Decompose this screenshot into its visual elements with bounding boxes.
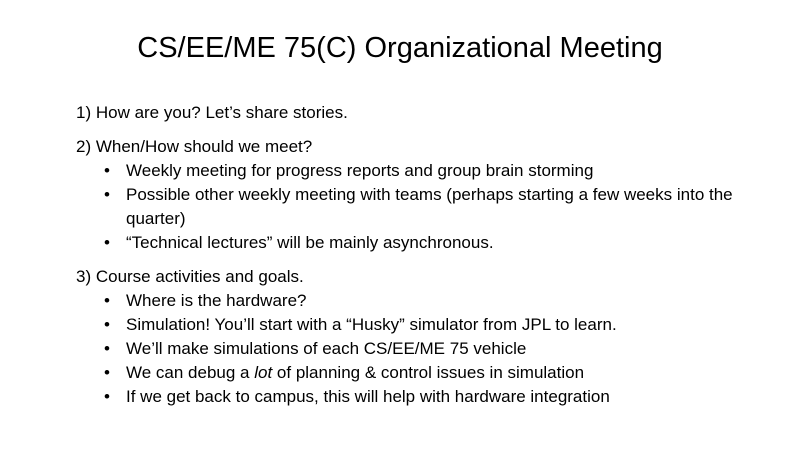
bullet-text: If we get back to campus, this will help with hardware integration (126, 387, 610, 406)
bullet-text: We’ll make simulations of each CS/EE/ME 75 vehicle (126, 339, 527, 358)
bullet-list (76, 159, 766, 255)
bullet-item (104, 289, 766, 313)
bullet-dot-icon: • (104, 315, 110, 334)
bullet-dot-icon: • (104, 233, 110, 252)
bullet-dot-icon: • (104, 185, 110, 204)
bullet-dot-icon: • (104, 363, 110, 382)
bullet-item (104, 183, 766, 231)
bullet-text: Where is the hardware? (126, 291, 307, 310)
section-2 (76, 135, 766, 255)
slide-title: CS/EE/ME 75(C) Organizational Meeting (137, 32, 663, 64)
bullet-text: “Technical lectures” will be mainly asynchronous. (126, 233, 494, 252)
bullet-item (104, 231, 766, 255)
bullet-text (126, 363, 584, 382)
section-3 (76, 265, 766, 409)
bullet-dot-icon: • (104, 161, 110, 180)
section-1 (76, 101, 766, 125)
bullet-text: Possible other weekly meeting with teams (perhaps starting a few weeks into the quarter) (126, 185, 733, 228)
bullet-dot-icon: • (104, 387, 110, 406)
bullet-text-after: of planning & control issues in simulation (272, 363, 585, 382)
bullet-text: Weekly meeting for progress reports and group brain storming (126, 161, 594, 180)
bullet-text-before: We can debug a (126, 363, 255, 382)
slide-body (76, 101, 766, 409)
bullet-item (104, 361, 766, 385)
bullet-item (104, 385, 766, 409)
section-heading: 1) How are you? Let’s share stories. (76, 103, 348, 122)
bullet-text-italic: lot (254, 363, 273, 382)
bullet-dot-icon: • (104, 339, 110, 358)
section-heading: 2) When/How should we meet? (76, 137, 313, 156)
bullet-dot-icon: • (104, 291, 110, 310)
bullet-item (104, 159, 766, 183)
section-heading: 3) Course activities and goals. (76, 267, 304, 286)
bullet-item (104, 337, 766, 361)
bullet-list (76, 289, 766, 409)
bullet-text: Simulation! You’ll start with a “Husky” simulator from JPL to learn. (126, 315, 617, 334)
bullet-item (104, 313, 766, 337)
